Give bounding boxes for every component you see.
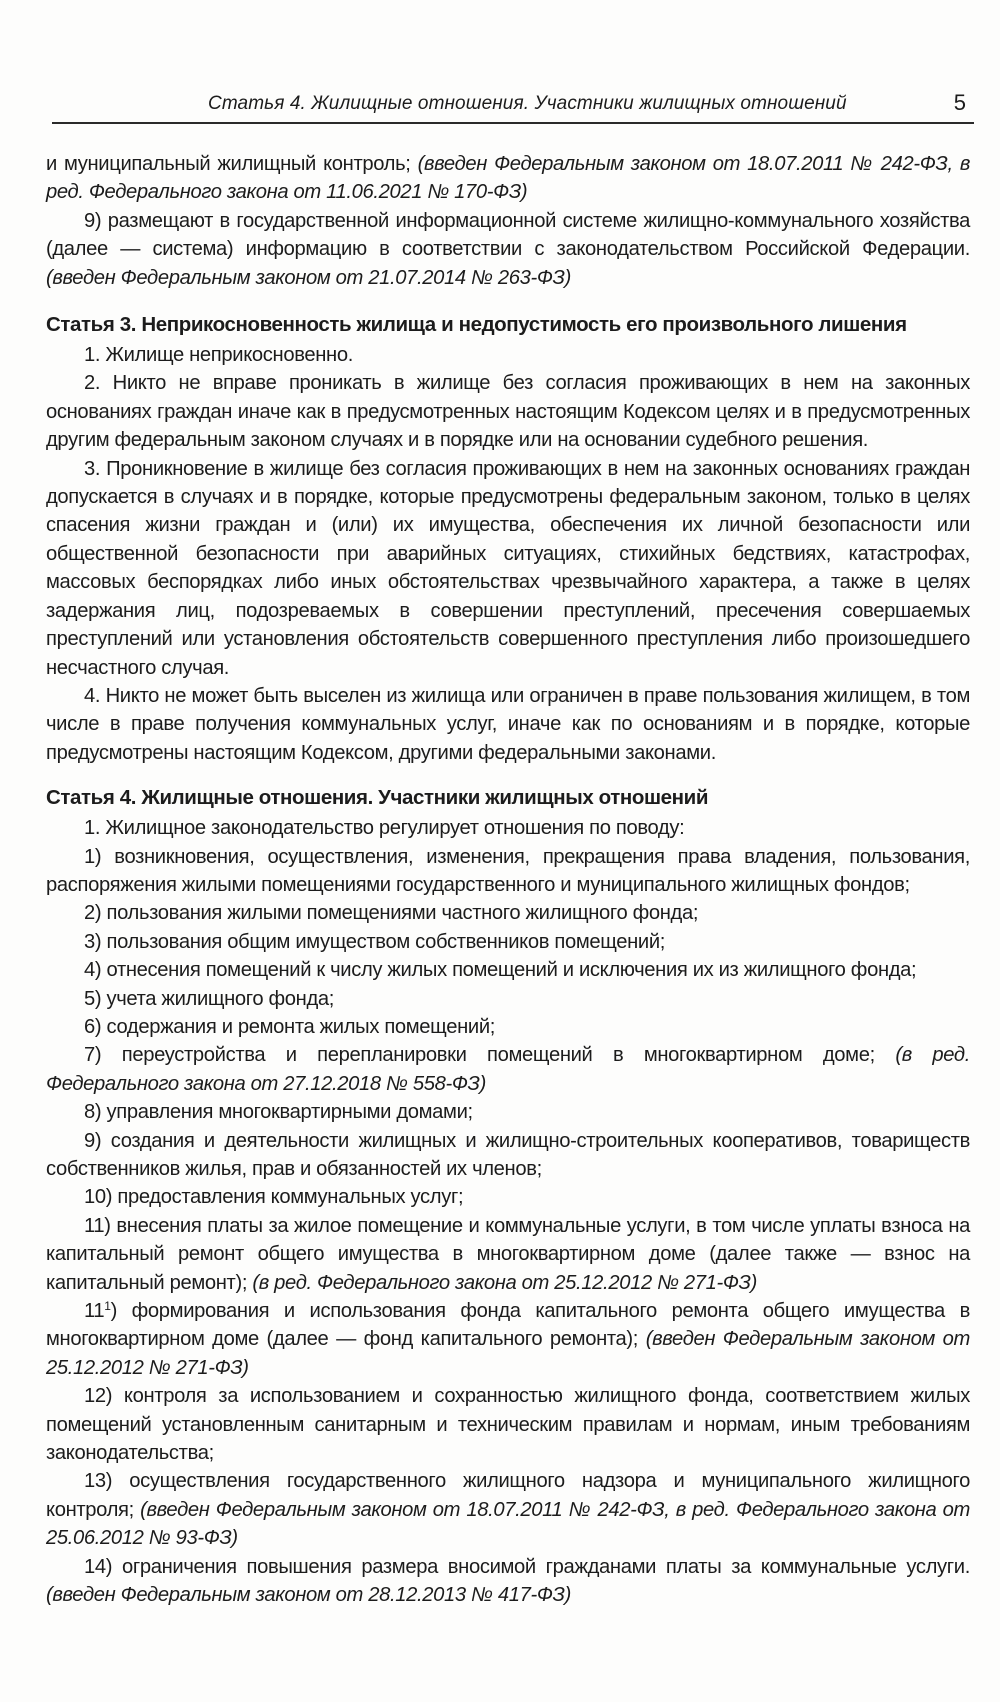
list-item: 3) пользования общим имуществом собственников помещений; — [84, 930, 666, 953]
list-item: 8) управления многоквартирными домами; — [84, 1101, 473, 1124]
list-item: 12) контроля за использованием и сохранностью жилищного фонда, соответствием жилых помещений установленным санитарным и техническим правилам и нормам, иным требованиям законодательства; — [46, 1385, 970, 1465]
article-3-heading: Статья 3. Неприкосновенность жилища и недопустимость его произвольного лишения — [46, 313, 907, 337]
superscript-index: 1 — [104, 1299, 111, 1314]
list-item: 13) осуществления государственного жилищного надзора и муниципального жилищного контроля; (введен Федеральным законом от 18.07.2011 № 242-ФЗ, в ред. Федерального закона от 25.06.2012 № 93-ФЗ) — [46, 1470, 970, 1550]
list-item: 4) отнесения помещений к числу жилых помещений и исключения их из жилищного фонда; — [84, 959, 917, 982]
list-item: 10) предоставления коммунальных услуг; — [84, 1186, 464, 1209]
amendment-note: (введен Федеральным законом от 18.07.2011 № 242-ФЗ, в ред. Федерального закона от 11.06.2021 № 170-ФЗ) — [46, 153, 971, 204]
amendment-note: (в ред. Федерального закона от 25.12.2012 № 271-ФЗ) — [252, 1271, 757, 1294]
amendment-note: (в ред. Федерального закона от 27.12.2018 № 558-ФЗ) — [46, 1044, 971, 1095]
list-item: $11^1$) формирования и использования фонда капитального ремонта общего имущества в многоквартирном доме (далее — фонд капитального ремонта); (введен Федеральным законом от 25.12.2012 № 271-ФЗ) — [46, 1299, 970, 1379]
list-item: 7) переустройства и перепланировки помещений в многоквартирном доме; (в ред. Федерального закона от 27.12.2018 № 558-ФЗ) — [46, 1044, 971, 1095]
page-body — [46, 150, 970, 1610]
list-item: 2) пользования жилыми помещениями частного жилищного фонда; — [84, 902, 699, 925]
list-item: 9) создания и деятельности жилищных и жилищно-строительных кооперативов, товариществ собственников жилья, прав и обязанностей их членов; — [46, 1129, 970, 1180]
list-item: 6) содержания и ремонта жилых помещений; — [84, 1015, 496, 1038]
running-head: Статья 4. Жилищные отношения. Участники жилищных отношений — [208, 93, 847, 114]
article-3-paragraph-4: 4. Никто не может быть выселен из жилища или ограничен в праве пользования жилищем, в том числе в праве получения коммунальных услуг, иначе как по основаниям и в порядке, которые предусмотрены настоящим Кодексом, другими федеральными законами. — [46, 684, 970, 764]
article-4-intro: 1. Жилищное законодательство регулирует отношения по поводу: — [84, 817, 685, 840]
article-3-paragraph-1: 1. Жилище неприкосновенно. — [84, 344, 353, 367]
amendment-note: (введен Федеральным законом от 28.12.2013 № 417-ФЗ) — [46, 1584, 571, 1607]
page-header — [52, 86, 974, 124]
article-3-paragraph-2: 2. Никто не вправе проникать в жилище без согласия проживающих в нем на законных основаниях граждан иначе как в предусмотренных настоящим Кодексом целях и в предусмотренных другим федеральным законом случаях и в порядке или на основании судебного решения. — [46, 372, 970, 452]
amendment-note: (введен Федеральным законом от 21.07.2014 № 263-ФЗ) — [46, 266, 571, 289]
article-4-heading: Статья 4. Жилищные отношения. Участники жилищных отношений — [46, 786, 709, 810]
amendment-note: (введен Федеральным законом от 25.12.2012 № 271-ФЗ) — [46, 1328, 970, 1379]
list-item: 5) учета жилищного фонда; — [84, 987, 335, 1010]
article-3-paragraph-3: 3. Проникновение в жилище без согласия проживающих в нем на законных основаниях граждан допускается в случаях и в порядке, которые предусмотрены федеральным законом, только в целях спасения жизни граждан и (или) их имущества, обеспечения их личной безопасности или общественной безопасности при аварийных ситуациях, стихийных бедствиях, катастрофах, массовых беспорядках либо иных обстоятельствах чрезвычайного характера, а также в целях задержания лиц, подозреваемых в совершении преступлений, пресечения совершаемых преступлений или установления обстоятельств совершенного преступления либо произошедшего несчастного случая. — [46, 457, 970, 679]
list-item: 9) размещают в государственной информационной системе жилищно-коммунального хозяйства (далее — система) информацию в соответствии с законодательством Российской Федерации. (введен Федеральным законом от 21.07.2014 № 263-ФЗ) — [46, 209, 970, 289]
page-number: 5 — [953, 90, 966, 115]
list-item: 1) возникновения, осуществления, изменения, прекращения права владения, пользования, распоряжения жилыми помещениями государственного и муниципального жилищных фондов; — [46, 845, 970, 896]
amendment-note: (введен Федеральным законом от 18.07.2011 № 242-ФЗ, в ред. Федерального закона от 25.06.2012 № 93-ФЗ) — [46, 1498, 970, 1550]
list-item: 14) ограничения повышения размера вносимой гражданами платы за коммунальные услуги. (введен Федеральным законом от 28.12.2013 № 417-ФЗ) — [46, 1555, 970, 1607]
list-item: 11) внесения платы за жилое помещение и коммунальные услуги, в том числе уплаты взноса на капитальный ремонт общего имущества в многоквартирном доме (далее также — взнос на капитальный ремонт); (в ред. Федерального закона от 25.12.2012 № 271-ФЗ) — [46, 1214, 970, 1294]
paragraph-continued: и муниципальный жилищный контроль; (введен Федеральным законом от 18.07.2011 № 242-ФЗ, в ред. Федерального закона от 11.06.2021 № 170-ФЗ) — [46, 153, 971, 204]
